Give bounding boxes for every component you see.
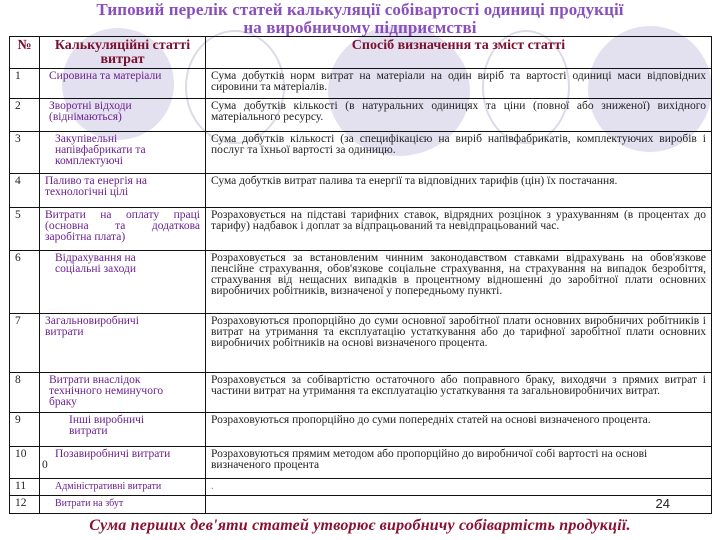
table-header-row [10,37,712,69]
row-description: Розраховуються пропорційно до суми основної заробітної плати основних виробничих робітників і витрат на утримання та експлуатацію устаткування або до тарифної заробітної плати основних виробничих робітників на основі визначеного процента. [206,314,712,373]
table-row [10,373,712,413]
table-row [10,174,712,208]
table-row [10,314,712,373]
row-number: 12 [10,496,40,514]
table-row [10,251,712,314]
row-description [206,496,712,514]
row-item: Паливо та енергія на технологічні цілі [40,174,206,208]
row-number: 3 [10,132,40,174]
cost-items-table [9,36,712,514]
row-number: 11 [10,479,40,496]
row-description: Розраховується за собівартістю остаточного або поправного браку, виходячи з прямих витрат і частини витрат на утримання та експлуатацію устаткування та загальновиробничих витрат. [206,373,712,413]
row-item: Зворотні відходи (віднімаються) [40,99,206,132]
row-number: 10 [10,447,40,479]
row-item: Позавиробничі витрати 0 [40,447,206,479]
row-number: 4 [10,174,40,208]
row-description: Сума добутків кількості (за специфікацією на виріб напівфабрикатів, комплектуючих виробів і послуг та їхньої вартості за одиницю. [206,132,712,174]
row-item: Витрати на збут [40,496,206,514]
table-row [10,69,712,99]
row-number: 9 [10,413,40,447]
row-item: Інші виробничі витрати [40,413,206,447]
table-row [10,496,712,514]
header-description: Спосіб визначення та зміст статті [206,37,712,69]
row-item: Загальновиробничі витрати [40,314,206,373]
table-row [10,99,712,132]
table-row [10,479,712,496]
row-number: 2 [10,99,40,132]
table-row [10,413,712,447]
title-line-2: на виробничому підприємстві [243,18,477,37]
row-item: Сировина та матеріали [40,69,206,99]
row-description: Сума добутків кількості (в натуральних одиницях та ціни (повної або зниженої) вихідного матеріального ресурсу. [206,99,712,132]
row-description: Сума добутків витрат палива та енергії та відповідних тарифів (цін) їх постачання. [206,174,712,208]
page-title [0,0,720,37]
row-description: Розраховуються пропорційно до суми попередніх статей на основі визначеного процента. [206,413,712,447]
footer-note: Сума перших дев'яти статей утворює виробничу собівартість продукції. [89,517,631,534]
title-line-1: Типовий перелік статей калькуляції собівартості одиниці продукції [96,0,624,19]
row-item: Витрати на оплату праці (основна та додаткова заробітна плата) [40,208,206,251]
table-row [10,132,712,174]
row-description: Розраховується на підставі тарифних ставок, відрядних розцінок з урахуванням (в процентах до тарифу) надбавок і доплат за відпрацьований та невідпрацьований час. [206,208,712,251]
row-number: 1 [10,69,40,99]
row-description: Сума добутків норм витрат на матеріали на один виріб та вартості одиниці маси відповідних сировини та матеріалів. [206,69,712,99]
row-description: Розраховується за встановленим чинним законодавством ставками відрахувань на обов'язкове пенсійне страхування, обов'язкове соціальне страхування, на страхування на випадок безробіття, страхування від нещасних випадків в процентному відношенні до заробітної плати основних виробничих робітників, визначеної у попередньому пункті. [206,251,712,314]
header-cost-item: Калькуляційні статті витрат [40,37,206,69]
table-row [10,208,712,251]
row-number: 8 [10,373,40,413]
table-row [10,447,712,479]
row-item: Відрахування на соціальні заходи [40,251,206,314]
row-number: 6 [10,251,40,314]
row-number: 5 [10,208,40,251]
page-number: 24 [655,496,670,511]
row-item: Закупівельні напівфабрикати та комплектуючі [40,132,206,174]
row-item: Адміністративні витрати [40,479,206,496]
row-number: 7 [10,314,40,373]
row-item: Витрати внаслідок технічного неминучого браку [40,373,206,413]
row-description: . [206,479,712,496]
header-number: № [10,37,40,69]
row-description: Розраховуються прямим методом або пропорційно до виробничої собі вартості на основі визначеного процента [206,447,712,479]
